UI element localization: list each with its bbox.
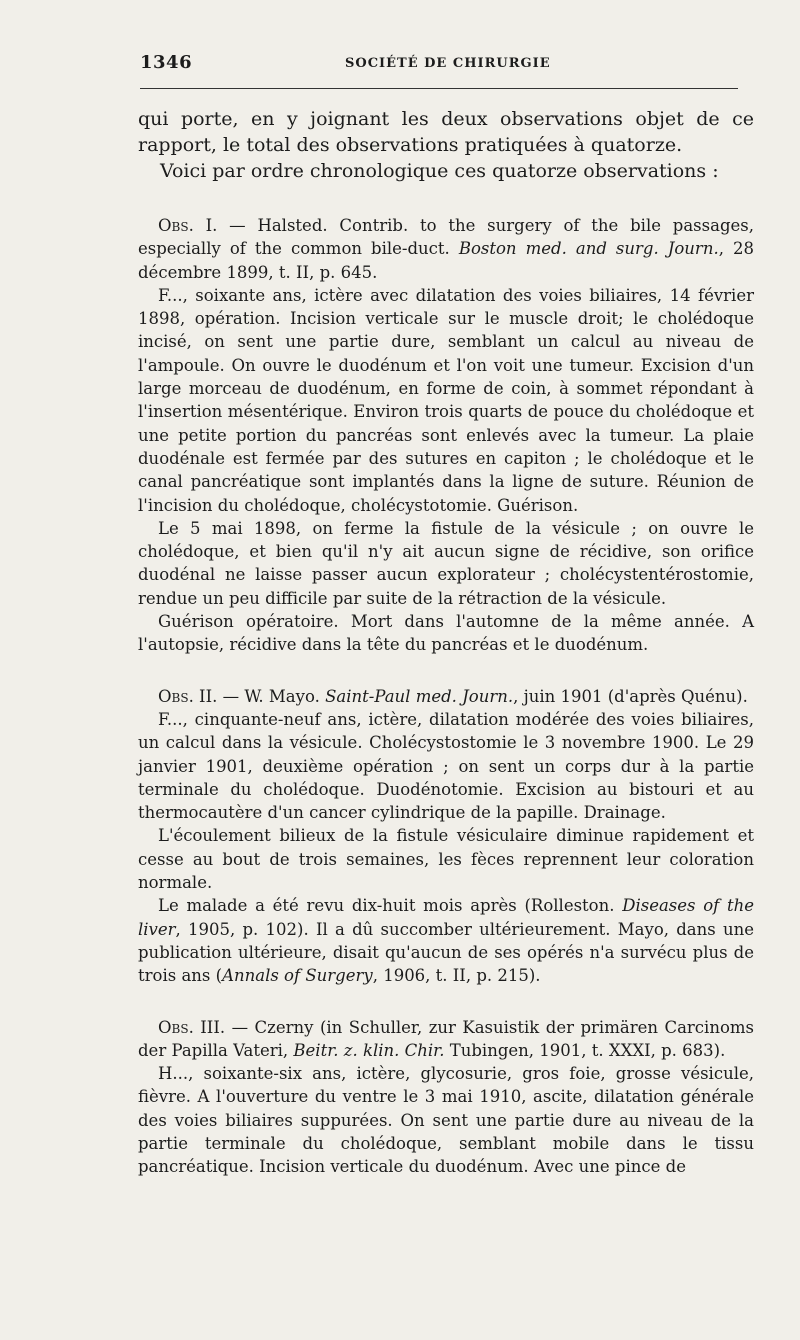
intro-announcement: Voici par ordre chronologique ces quatorze observations : bbox=[160, 160, 719, 182]
observation-2-paragraph: F..., cinquante-neuf ans, ictère, dilatation modérée des voies biliaires, un calcul dans la vésicule. Cholécystostomie le 3 novembre 1900. Le 29 janvier 1901, deuxième opération ; on sent un corps dur à la partie terminale du cholédoque. Duodénotomie. Excision au bistouri et au thermocautère d'un cancer cylindrique de la papille. Drainage. bbox=[138, 709, 754, 823]
running-head: SOCIÉTÉ DE CHIRURGIE bbox=[345, 56, 551, 71]
header-rule bbox=[140, 88, 738, 89]
observation-1-reference: Obs. I. — Halsted. Contrib. to the surgery of the bile passages, especially of the common bile-duct. Boston med. and surg. Journ., 28 décembre 1899, t. II, p. 645. bbox=[138, 216, 754, 282]
journal-title: Boston med. and surg. Journ. bbox=[458, 239, 719, 259]
observation-2-paragraph: Le malade a été revu dix-huit mois après (Rolleston. Diseases of the liver, 1905, p. 102). Il a dû succomber ultérieurement. Mayo, dans une publication ultérieure, disait qu'aucun de ses opérés n'a survécu plus de trois ans (Annals of Surgery, 1906, t. II, p. 215). bbox=[138, 896, 755, 986]
observation-2-paragraph: L'écoulement bilieux de la fistule vésiculaire diminue rapidement et cesse au bout de trois semaines, les fèces reprennent leur coloration normale. bbox=[138, 826, 754, 893]
journal-title: Beitr. z. klin. Chir. bbox=[293, 1040, 445, 1060]
page-header bbox=[140, 52, 740, 76]
page-number: 1346 bbox=[140, 52, 193, 73]
observation-1-paragraph: F..., soixante ans, ictère avec dilatation des voies biliaires, 14 février 1898, opération. Incision verticale sur le muscle droit; le cholédoque incisé, on sent une partie dure, semblant un calcul au niveau de l'ampoule. On ouvre le duodénum et l'on voit une tumeur. Excision d'un large morceau de duodénum, en forme de coin, à sommet répondant à l'insertion mésentérique. Environ trois quarts de pouce du cholédoque et une petite portion du pancréas sont enlevés avec la tumeur. La plaie duodénale est fermée par des sutures en capiton ; le cholédoque et le canal pancréatique sont implantés dans la ligne de suture. Réunion de l'incision du cholédoque, cholécystotomie. Guérison. bbox=[138, 285, 754, 515]
observation-2-reference: Obs. II. — W. Mayo. Saint-Paul med. Journ., juin 1901 (d'après Quénu). bbox=[158, 686, 748, 706]
journal-title: Annals of Surgery bbox=[222, 966, 373, 986]
observation-1-paragraph: Le 5 mai 1898, on ferme la fistule de la vésicule ; on ouvre le cholédoque, et bien qu'il n'y ait aucun signe de récidive, son orifice duodénal ne laisse passer aucun explorateur ; cholécystentérostomie, rendue un peu difficile par suite de la rétraction de la vésicule. bbox=[138, 518, 754, 608]
observation-3-paragraph: H..., soixante-six ans, ictère, glycosurie, gros foie, grosse vésicule, fièvre. A l'ouverture du ventre le 3 mai 1910, ascite, dilatation générale des voies biliaires suppurées. On sent une partie dure au niveau de la partie terminale du cholédoque, semblant mobile dans le tissu pancréatique. Incision verticale du duodénum. Avec une pince de bbox=[138, 1064, 754, 1177]
book-title: Diseases of the liver bbox=[138, 896, 755, 939]
intro-paragraph: qui porte, en y joignant les deux observations objet de ce rapport, le total des observations pratiquées à quatorze. bbox=[138, 108, 754, 156]
journal-title: Saint-Paul med. Journ. bbox=[325, 686, 514, 706]
observation-3-label: Obs. III. bbox=[158, 1017, 226, 1037]
observation-1-label: Obs. I. bbox=[158, 216, 218, 235]
observation-2 bbox=[138, 685, 754, 988]
observation-1-paragraph: Guérison opératoire. Mort dans l'automne de la même année. A l'autopsie, récidive dans la tête du pancréas et le duodénum. bbox=[138, 612, 754, 655]
intro-section bbox=[138, 106, 754, 184]
observation-2-label: Obs. II. bbox=[158, 686, 218, 706]
observation-3-reference: Obs. III. — Czerny (in Schuller, zur Kasuistik der primären Carcinoms der Papilla Vateri, Beitr. z. klin. Chir. Tubingen, 1901, t. XXXI, p. 683). bbox=[138, 1017, 754, 1060]
page-body bbox=[138, 106, 754, 1179]
observation-3 bbox=[138, 1016, 754, 1179]
observation-1 bbox=[138, 214, 754, 657]
